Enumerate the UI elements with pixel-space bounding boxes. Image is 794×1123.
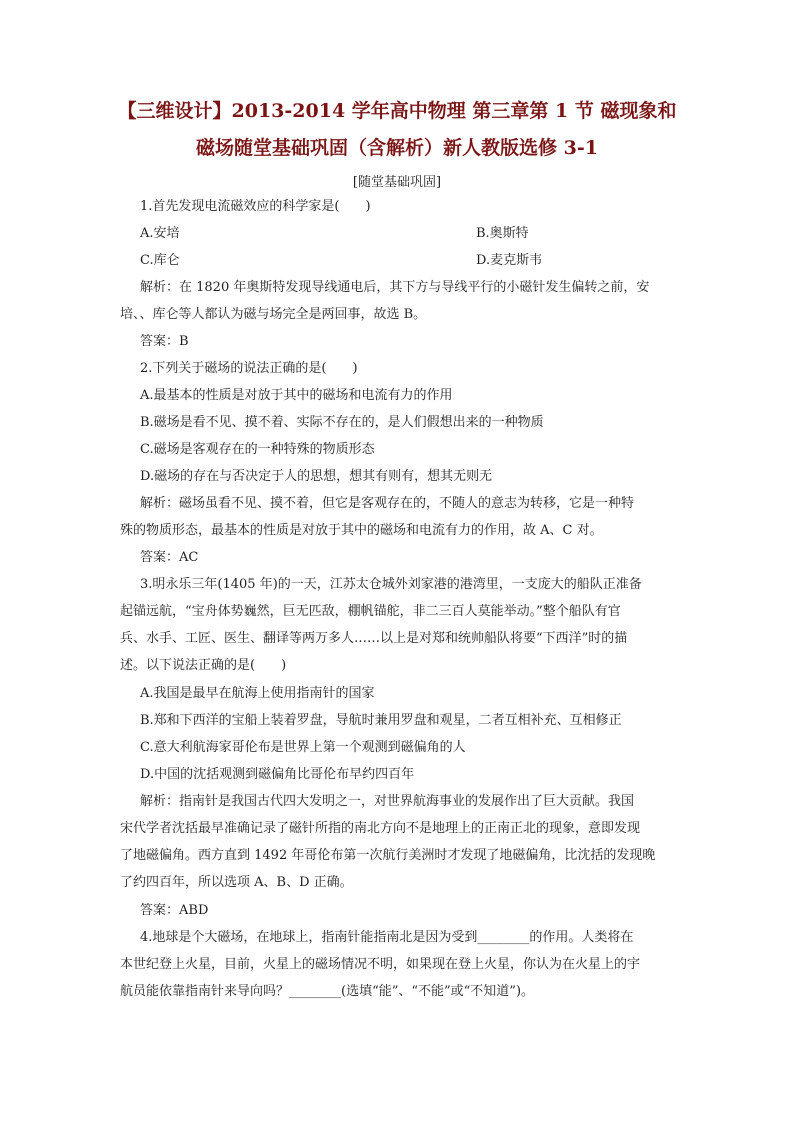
q1-stem: 1.首先发现电流磁效应的科学家是( ) <box>140 199 371 214</box>
q1-analysis-line-1: 解析：在 1820 年奥斯特发现导线通电后，其下方与导线平行的小磁针发生偏转之前，安 <box>140 280 650 295</box>
q2-analysis-line-1: 解析：磁场虽看不见、摸不着，但它是客观存在的，不随人的意志为转移，它是一种特 <box>140 496 635 511</box>
q3-stem-line-4: 述。以下说法正确的是( ) <box>120 658 287 673</box>
q3-analysis-line-1: 解析：指南针是我国古代四大发明之一，对世界航海事业的发展作出了巨大贡献。我国 <box>140 794 635 809</box>
q4-stem-line-1: 4.地球是个大磁场，在地球上，指南针能指南北是因为受到________的作用。人类将在 <box>140 930 634 945</box>
q3-stem-line-2: 起锚远航，“宝舟体势巍然，巨无匹敌，棚帆锚舵，非二三百人莫能举动。”整个船队有官 <box>120 604 621 619</box>
q3-analysis-line-2: 宋代学者沈括最早准确记录了磁针所指的南北方向不是地理上的正南正北的现象，意即发现 <box>120 821 641 836</box>
q3-stem-line-3: 兵、水手、工匠、医生、翻译等两万多人……以上是对郑和统帅船队将要“下西洋”时的描 <box>120 631 628 646</box>
q1-options-row-2 <box>140 253 543 269</box>
q3-option-b: B.郑和下西洋的宝船上装着罗盘，导航时兼用罗盘和观星，二者互相补充、互相修正 <box>140 713 622 728</box>
q1-option-b: B.奥斯特 <box>476 226 529 241</box>
q1-option-c: C.库仑 <box>140 253 180 268</box>
document-title-line-1: 【三维设计】2013-2014 学年高中物理 第三章第 1 节 磁现象和 <box>117 100 677 122</box>
q1-option-a: A.安培 <box>140 226 180 241</box>
q2-stem: 2.下列关于磁场的说法正确的是( ) <box>140 361 358 376</box>
q2-option-b: B.磁场是看不见、摸不着、实际不存在的，是人们假想出来的一种物质 <box>140 415 544 430</box>
q2-answer: 答案：AC <box>140 550 199 565</box>
q3-option-d: D.中国的沈括观测到磁偏角比哥伦布早约四百年 <box>140 767 415 782</box>
q3-stem-line-1: 3.明永乐三年(1405 年)的一天，江苏太仓城外刘家港的港湾里，一支庞大的船队正准备 <box>140 577 642 592</box>
q2-analysis-line-2: 殊的物质形态，最基本的性质是对放于其中的磁场和电流有力的作用，故 A、C 对。 <box>120 523 603 538</box>
q3-option-c: C.意大利航海家哥伦布是世界上第一个观测到磁偏角的人 <box>140 740 466 755</box>
q1-analysis-line-2: 培、、库仑等人都认为磁与场完全是两回事，故选 B。 <box>120 307 427 322</box>
q4-stem-line-3: 航员能依靠指南针来导向吗？________(选填“能”、“不能”或“不知道”)。 <box>120 984 535 999</box>
document-title-line-2: 磁场随堂基础巩固（含解析）新人教版选修 3-1 <box>196 137 598 159</box>
q3-option-a: A.我国是最早在航海上使用指南针的国家 <box>140 686 375 701</box>
section-heading: [随堂基础巩固] <box>352 175 442 190</box>
q3-analysis-line-3: 了地磁偏角。西方直到 1492 年哥伦布第一次航行美洲时才发现了地磁偏角，比沈括的发现晚 <box>120 848 656 863</box>
q2-option-d: D.磁场的存在与否决定于人的思想，想其有则有，想其无则无 <box>140 469 493 484</box>
q2-option-c: C.磁场是客观存在的一种特殊的物质形态 <box>140 442 375 457</box>
q2-option-a: A.最基本的性质是对放于其中的磁场和电流有力的作用 <box>140 388 453 403</box>
q3-analysis-line-4: 了约四百年，所以选项 A、B、D 正确。 <box>120 875 353 890</box>
q1-option-d: D.麦克斯韦 <box>476 253 543 268</box>
q1-options-row-1 <box>140 226 529 242</box>
q1-answer: 答案：B <box>140 334 189 349</box>
q3-answer: 答案：ABD <box>140 903 209 918</box>
q4-stem-line-2: 本世纪登上火星，目前，火星上的磁场情况不明，如果现在登上火星，你认为在火星上的宇 <box>120 957 641 972</box>
